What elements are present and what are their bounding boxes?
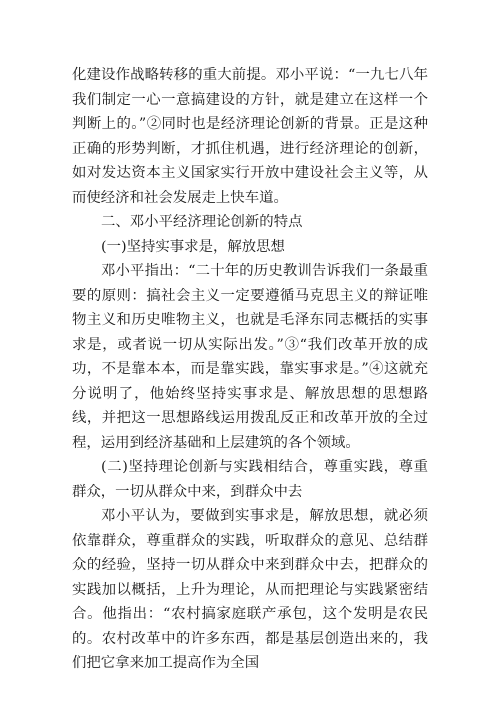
paragraph-mass-line: 邓小平认为，要做到实事求是，解放思想，就必须依靠群众，尊重群众的实践，听取群众的意见、总结群众的经验，坚持一切从群众中来到群众中去，把群众的实践加以概括，上升为理论，从而把理论与实践紧密结合。他指出：“农村搞家庭联产承包，这个发明是农民的。农村改革中的许多东西，都是基层创造出来的，我们把它拿来加工提高作为全国	[72, 508, 428, 671]
document-body	[72, 63, 428, 676]
paragraph-deng-quote: 邓小平指出：“二十年的历史教训告诉我们一条最重要的原则：搞社会主义一定要遵循马克思主义的辩证唯物主义和历史唯物主义，也就是毛泽东同志概括的实事求是，或者说一切从实际出发。”③“我们改革开放的成功，不是靠本本，而是靠实践，靠实事求是。”④这就充分说明了，他始终坚持实事求是、解放思想的思想路线，并把这一思想路线运用拨乱反正和改革开放的全过程，运用到经济基础和上层建筑的各个领域。	[72, 263, 428, 451]
subsection-heading-2: (二)坚持理论创新与实践相结合，尊重实践，尊重群众，一切从群众中来，到群众中去	[72, 459, 428, 500]
section-heading: 二、邓小平经济理论创新的特点	[101, 214, 303, 230]
subsection-heading-1: (一)坚持实事求是，解放思想	[101, 238, 285, 255]
paragraph-continued: 化建设作战略转移的重大前提。邓小平说：“一九七八年我们制定一心一意搞建设的方针，就是建立在这样一个判断上的。”②同时也是经济理论创新的背景。正是这种正确的形势判断，才抓住机遇，进行经济理论的创新，如对发达资本主义国家实行开放中建设社会主义等，从而使经济和社会发展走上快车道。	[72, 67, 428, 206]
